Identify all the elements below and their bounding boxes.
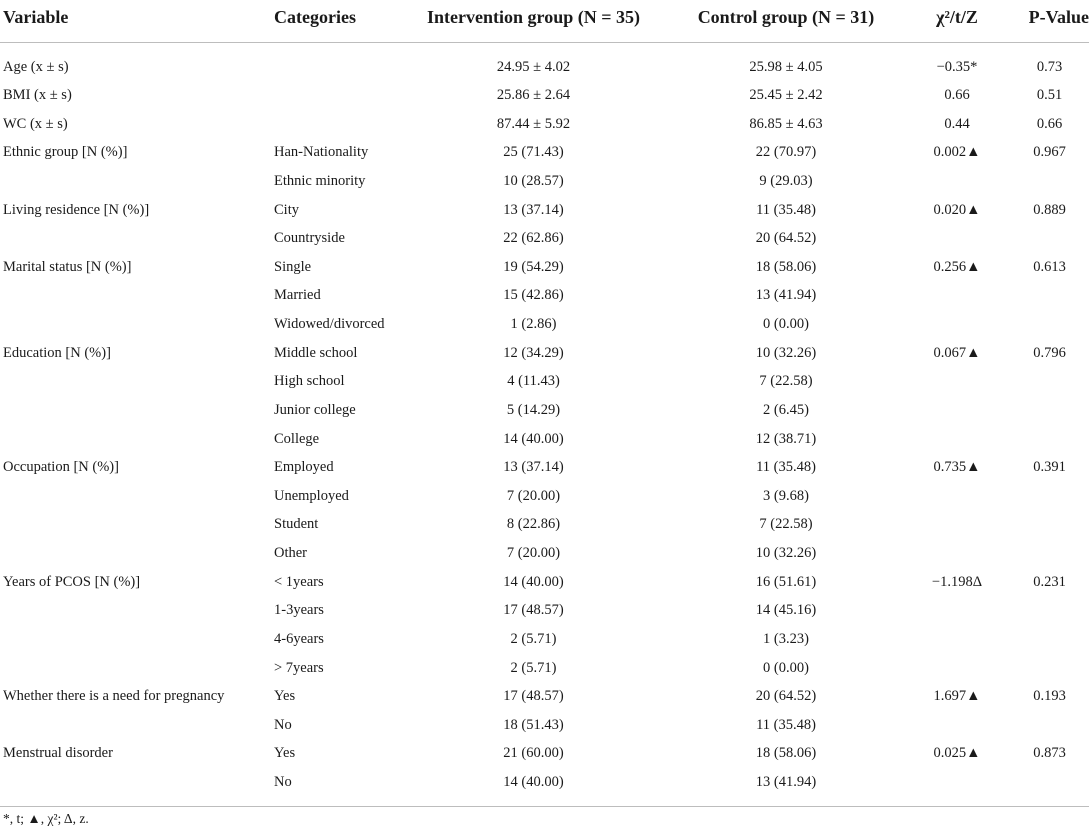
table-row [0,454,1089,482]
cell-p-value [1010,425,1089,453]
cell-intervention: 7 (20.00) [506,487,561,504]
cell-control: 12 (38.71) [755,430,817,447]
cell-statistic: 0.66 [944,87,970,104]
cell-statistic [906,396,1008,424]
cell-p-value [1010,311,1089,339]
table-row [0,196,1089,224]
cell-control: 11 (35.48) [756,716,816,733]
header-p-value: P-Value [1028,6,1089,27]
cell-category: Countryside [274,230,345,247]
cell-statistic [906,425,1008,453]
header-variable: Variable [3,6,69,27]
cell-statistic [906,225,1008,253]
table-row [0,740,1089,768]
cell-p-value: 0.231 [1033,573,1066,590]
cell-statistic [906,625,1008,653]
cell-intervention: 17 (48.57) [503,688,564,705]
cell-category: Yes [274,688,296,705]
cell-control: 22 (70.97) [755,144,817,161]
cell-intervention: 18 (51.43) [503,716,564,733]
cell-intervention: 17 (48.57) [503,602,564,619]
cell-control: 11 (35.48) [756,459,816,476]
cell-p-value: 0.967 [1033,144,1066,161]
cell-category: Han-Nationality [274,144,369,161]
cell-variable: Ethnic group [N (%)] [3,144,128,161]
cell-control: 10 (32.26) [755,344,817,361]
cell-control: 3 (9.68) [763,487,809,504]
cell-statistic: 0.002▲ [933,144,981,161]
cell-p-value: 0.66 [1036,115,1063,132]
cell-p-value [1010,368,1089,396]
table-row [0,482,1089,510]
cell-variable: Marital status [N (%)] [3,258,132,275]
cell-control: 9 (29.03) [759,172,813,189]
cell-category: College [274,430,320,447]
cell-intervention: 25.86 ± 2.64 [496,87,571,104]
cell-variable: Whether there is a need for pregnancy [3,688,225,705]
cell-p-value [1010,167,1089,195]
cell-statistic [906,482,1008,510]
cell-category: Other [274,545,308,562]
cell-category: Employed [274,459,334,476]
cell-intervention: 22 (62.86) [503,230,564,247]
table-row [0,654,1089,682]
cell-statistic: 0.067▲ [933,344,981,361]
cell-variable: WC (x ± s) [3,115,68,132]
table-row [0,568,1089,596]
header-statistic: χ²/t/Z [936,6,978,27]
cell-category: 1-3years [274,602,324,619]
cell-intervention: 2 (5.71) [510,659,557,676]
cell-intervention: 2 (5.71) [510,630,557,647]
cell-statistic: 0.020▲ [933,201,981,218]
table-row [0,683,1089,711]
header-control-group: Control group (N = 31) [697,6,875,27]
cell-p-value: 0.193 [1033,688,1066,705]
table-row [0,311,1089,339]
cell-variable: BMI (x ± s) [3,87,72,104]
cell-statistic [906,368,1008,396]
cell-control: 11 (35.48) [756,201,816,218]
cell-statistic: 1.697▲ [933,688,981,705]
cell-intervention: 10 (28.57) [503,172,564,189]
cell-p-value [1010,482,1089,510]
cell-p-value [1010,511,1089,539]
cell-p-value: 0.796 [1033,344,1066,361]
cell-category: Junior college [274,401,356,418]
cell-category: No [274,716,292,733]
cell-p-value [1010,396,1089,424]
cell-variable: Education [N (%)] [3,344,111,361]
table-row [0,282,1089,310]
cell-category: 4-6years [274,630,324,647]
cell-intervention: 14 (40.00) [503,573,564,590]
table-row [0,110,1089,138]
cell-control: 20 (64.52) [755,688,817,705]
cell-statistic: 0.735▲ [933,459,981,476]
cell-intervention: 19 (54.29) [503,258,564,275]
cell-intervention: 24.95 ± 4.02 [496,58,571,75]
cell-variable: Living residence [N (%)] [3,201,150,218]
table-header-row [0,2,1089,32]
cell-intervention: 13 (37.14) [503,459,564,476]
cell-control: 1 (3.23) [763,630,809,647]
cell-variable: Age (x ± s) [3,58,69,75]
table-row [0,511,1089,539]
cell-p-value: 0.889 [1033,201,1066,218]
cell-statistic [906,540,1008,568]
cell-control: 0 (0.00) [763,659,809,676]
cell-statistic: 0.44 [944,115,970,132]
cell-p-value: 0.51 [1036,87,1063,104]
header-intervention-group: Intervention group (N = 35) [427,6,640,27]
cell-variable: Occupation [N (%)] [3,459,119,476]
cell-intervention: 15 (42.86) [503,287,564,304]
cell-statistic: −0.35* [936,58,978,75]
cell-p-value [1010,654,1089,682]
cell-statistic: 0.256▲ [933,258,981,275]
cell-control: 2 (6.45) [763,401,809,418]
cell-statistic [906,711,1008,739]
cell-category: Middle school [274,344,358,361]
cell-intervention: 5 (14.29) [506,401,561,418]
cell-intervention: 4 (11.43) [507,373,560,390]
cell-p-value [1010,540,1089,568]
cell-intervention: 14 (40.00) [503,774,564,790]
cell-statistic: 0.025▲ [933,745,981,762]
cell-statistic [906,511,1008,539]
cell-category: High school [274,373,345,390]
cell-control: 25.45 ± 2.42 [749,87,823,104]
table-row [0,425,1089,453]
table-row [0,53,1089,81]
cell-variable: Years of PCOS [N (%)] [3,573,141,590]
table-row [0,597,1089,625]
cell-control: 25.98 ± 4.05 [749,58,823,75]
cell-category: Widowed/divorced [274,316,385,333]
cell-p-value: 0.73 [1036,58,1063,75]
cell-p-value: 0.613 [1033,258,1066,275]
cell-statistic [906,311,1008,339]
cell-control: 14 (45.16) [755,602,817,619]
bottom-rule [0,806,1089,807]
table-row [0,368,1089,396]
table-row [0,540,1089,568]
cell-control: 18 (58.06) [755,258,817,275]
cell-statistic [906,769,1008,797]
cell-category: Yes [274,745,296,762]
cell-control: 16 (51.61) [755,573,817,590]
table-row [0,225,1089,253]
cell-intervention: 8 (22.86) [506,516,561,533]
cell-category: < 1years [274,573,324,590]
cell-category: Ethnic minority [274,172,366,189]
cell-control: 86.85 ± 4.63 [749,115,823,132]
cell-p-value [1010,282,1089,310]
cell-statistic: −1.198Δ [931,573,983,590]
cell-intervention: 14 (40.00) [503,430,564,447]
cell-category: Married [274,287,321,304]
cell-statistic [906,282,1008,310]
cell-intervention: 25 (71.43) [503,144,564,161]
cell-p-value: 0.391 [1033,459,1066,476]
cell-category: No [274,774,292,790]
cell-p-value [1010,711,1089,739]
cell-control: 7 (22.58) [759,516,813,533]
table-row [0,625,1089,653]
cell-variable: Menstrual disorder [3,745,113,762]
table-row [0,253,1089,281]
table-row [0,139,1089,167]
cell-intervention: 13 (37.14) [503,201,564,218]
table-row [0,339,1089,367]
cell-intervention: 21 (60.00) [503,745,564,762]
cell-p-value [1010,597,1089,625]
cell-p-value [1010,769,1089,797]
cell-statistic [906,597,1008,625]
cell-statistic [906,654,1008,682]
cell-control: 7 (22.58) [759,373,813,390]
table-row [0,167,1089,195]
cell-category: Single [274,258,312,275]
cell-control: 18 (58.06) [755,745,817,762]
table-row [0,769,1089,797]
cell-p-value [1010,225,1089,253]
cell-control: 13 (41.94) [755,287,817,304]
cell-category: > 7years [274,659,324,676]
cell-control: 13 (41.94) [755,774,817,790]
cell-intervention: 12 (34.29) [503,344,564,361]
cell-statistic [906,167,1008,195]
cell-category: Student [274,516,319,533]
cell-p-value [1010,625,1089,653]
cell-p-value: 0.873 [1033,745,1066,762]
table-row [0,396,1089,424]
table-row [0,82,1089,110]
cell-intervention: 7 (20.00) [506,545,561,562]
cell-category: Unemployed [274,487,349,504]
header-rule [0,42,1089,43]
cell-control: 20 (64.52) [755,230,817,247]
table-row [0,711,1089,739]
cell-intervention: 87.44 ± 5.92 [496,115,571,132]
header-categories: Categories [274,6,356,27]
table-footnote: *, t; ▲, χ²; Δ, z. [3,811,89,826]
cell-control: 10 (32.26) [755,545,817,562]
cell-control: 0 (0.00) [763,316,809,333]
cell-category: City [274,201,299,218]
cell-intervention: 1 (2.86) [510,316,557,333]
